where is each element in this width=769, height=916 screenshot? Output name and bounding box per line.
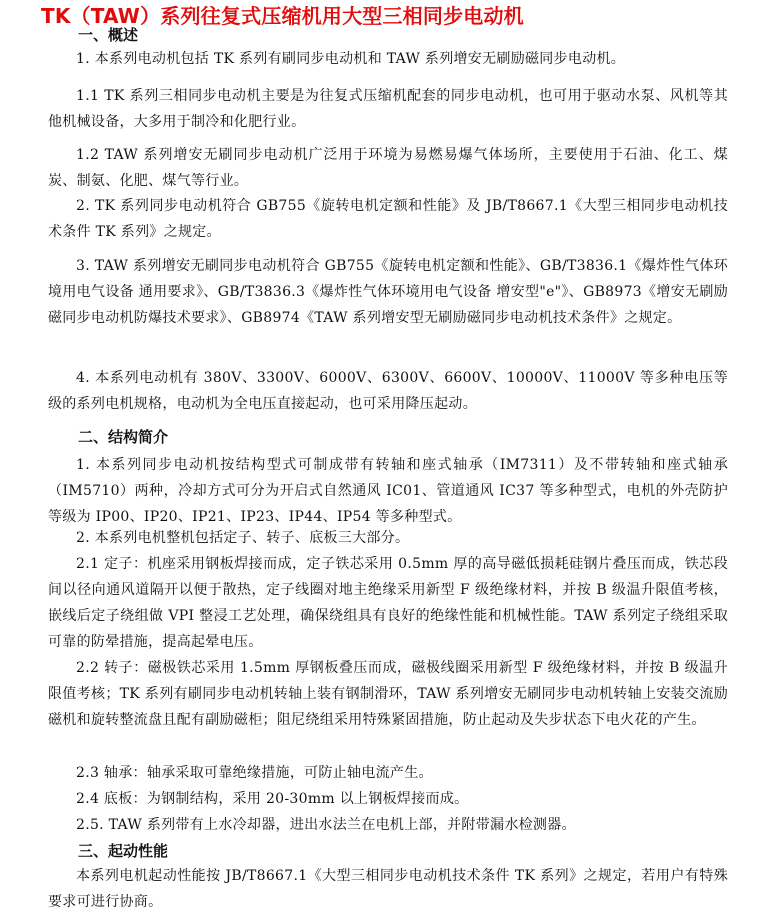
paragraph: 2.4 底板：为钢制结构，采用 20-30mm 以上钢板焊接而成。 bbox=[76, 791, 469, 807]
section-heading-starting-performance: 三、起动性能 bbox=[78, 842, 169, 860]
paragraph: 2.3 轴承：轴承采取可靠绝缘措施，可防止轴电流产生。 bbox=[76, 765, 433, 781]
paragraph: 2. 本系列电机整机包括定子、转子、底板三大部分。 bbox=[76, 530, 410, 546]
paragraph: 1.2 TAW 系列增安无刷同步电动机广泛用于环境为易燃易爆气体场所，主要使用于石油、化工、煤炭、制氨、化肥、煤气等行业。 bbox=[48, 147, 728, 189]
document-title: TK（TAW）系列往复式压缩机用大型三相同步电动机 bbox=[41, 4, 524, 28]
paragraph: 2.2 转子：磁极铁芯采用 1.5mm 厚钢板叠压而成，磁极线圈采用新型 F 级绝缘材料，并按 B 级温升限值考核；TK 系列有刷同步电动机转轴上装有钢制滑环，TAW 系列增安无刷同步电动机转轴上安装交流励磁机和旋转整流盘且配有副励磁柜；阻尼绕组采用特殊紧固措施，防止起动及失步状态下电火花的产生。 bbox=[48, 660, 728, 728]
paragraph: 2.5. TAW 系列带有上水冷却器，进出水法兰在电机上部，并附带漏水检测器。 bbox=[76, 817, 576, 833]
section-heading-structure: 二、结构简介 bbox=[78, 428, 169, 446]
paragraph: 1. 本系列同步电动机按结构型式可制成带有转轴和座式轴承（IM7311）及不带转轴和座式轴承（IM5710）两种，冷却方式可分为开启式自然通风 IC01、管道通风 IC37 等多种型式，电机的外壳防护等级为 IP00、IP20、IP21、IP23、IP44、IP54 等多种型式。 bbox=[48, 457, 728, 525]
paragraph: 4. 本系列电动机有 380V、3300V、6000V、6300V、6600V、10000V、11000V 等多种电压等级的系列电机规格，电动机为全电压直接起动，也可采用降压起动。 bbox=[48, 370, 728, 412]
paragraph: 1.1 TK 系列三相同步电动机主要是为往复式压缩机配套的同步电动机，也可用于驱动水泵、风机等其他机械设备，大多用于制冷和化肥行业。 bbox=[48, 88, 728, 130]
paragraph: 2.1 定子：机座采用钢板焊接而成，定子铁芯采用 0.5mm 厚的高导磁低损耗硅钢片叠压而成，铁芯段间以径向通风道隔开以便于散热，定子线圈对地主绝缘采用新型 F 级绝缘材料，并按 B 级温升限值考核，嵌线后定子绕组做 VPI 整浸工艺处理，确保绕组具有良好的绝缘性能和机械性能。TAW 系列定子绕组采取可靠的防晕措施，提高起晕电压。 bbox=[48, 556, 728, 650]
paragraph: 本系列电机起动性能按 JB/T8667.1《大型三相同步电动机技术条件 TK 系列》之规定，若用户有特殊要求可进行协商。 bbox=[48, 868, 728, 910]
section-heading-overview: 一、概述 bbox=[78, 26, 139, 44]
paragraph: 2. TK 系列同步电动机符合 GB755《旋转电机定额和性能》及 JB/T8667.1《大型三相同步电动机技术条件 TK 系列》之规定。 bbox=[48, 198, 728, 240]
paragraph: 3. TAW 系列增安无刷同步电动机符合 GB755《旋转电机定额和性能》、GB/T3836.1《爆炸性气体环境用电气设备 通用要求》、GB/T3836.3《爆炸性气体环境用电气设备 增安型"e"》、GB8973《增安无刷励磁同步电动机防爆技术要求》、GB8974《TAW 系列增安型无刷励磁同步电动机技术条件》之规定。 bbox=[48, 258, 728, 326]
paragraph: 1. 本系列电动机包括 TK 系列有刷同步电动机和 TAW 系列增安无刷励磁同步电动机。 bbox=[76, 51, 626, 67]
